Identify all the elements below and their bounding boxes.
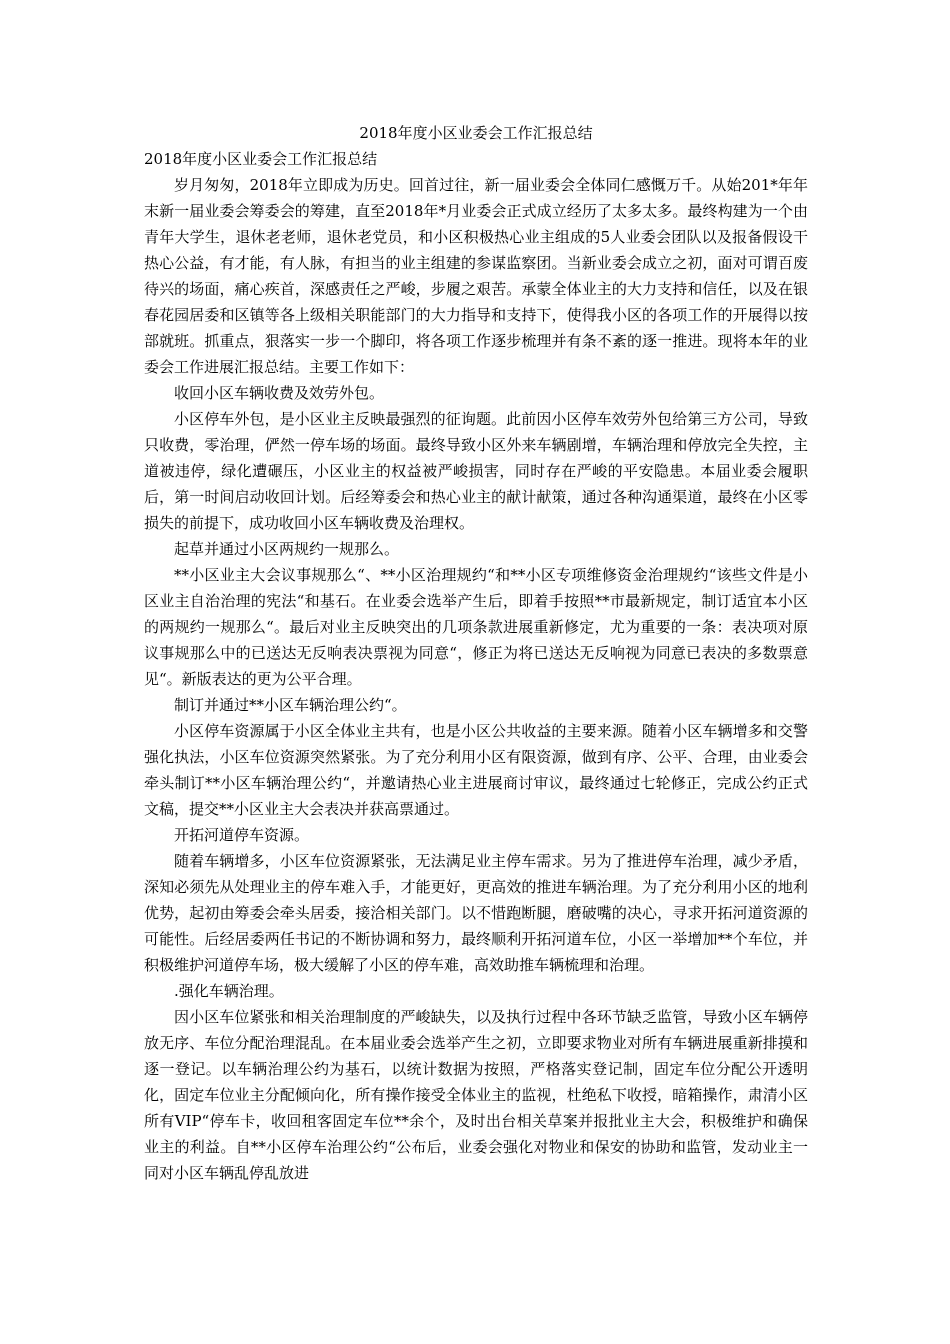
paragraph: 因小区车位紧张和相关治理制度的严峻缺失，以及执行过程中各环节缺乏监管，导致小区车辆停放无序、车位分配治理混乱。在本届业委会选举产生之初，立即要求物业对所有车辆进展重新排摸和逐一登记。以车辆治理公约为基石，以统计数据为按照，严格落实登记制，固定车位分配公开透明化，固定车位业主分配倾向化，所有操作接受全体业主的监视，杜绝私下收授，暗箱操作，肃清小区所有VIP“停车卡，收回租客固定车位**余个，及时出台相关草案并报批业主大会，积极维护和确保业主的利益。自**小区停车治理公约“公布后，业委会强化对物业和保安的协助和监管，发动业主一同对小区车辆乱停乱放进 xyxy=(144,1008,808,1182)
section-heading: 起草并通过小区两规约一规那么。 xyxy=(174,540,400,558)
section-heading: 开拓河道停车资源。 xyxy=(174,826,310,844)
paragraph: 小区停车资源属于小区全体业主共有，也是小区公共收益的主要来源。随着小区车辆增多和交警强化执法，小区车位资源突然紧张。为了充分利用小区有限资源，做到有序、公平、合理，由业委会牵头制订**小区车辆治理公约“，并邀请热心业主进展商讨审议，最终通过七轮修正，完成公约正式文稿，提交**小区业主大会表决并获高票通过。 xyxy=(144,722,808,818)
section-heading: 制订并通过**小区车辆治理公约“。 xyxy=(174,696,407,714)
paragraph: 随着车辆增多，小区车位资源紧张，无法满足业主停车需求。另为了推进停车治理，减少矛盾，深知必须先从处理业主的停车难入手，才能更好，更高效的推进车辆治理。为了充分利用小区的地利优势，起初由筹委会牵头居委，接洽相关部门。以不惜跑断腿，磨破嘴的决心，寻求开拓河道资源的可能性。后经居委两任书记的不断协调和努力，最终顺利开拓河道车位，小区一举增加**个车位，并积极维护河道停车场，极大缓解了小区的停车难，高效助推车辆梳理和治理。 xyxy=(144,852,808,974)
paragraph: 小区停车外包，是小区业主反映最强烈的征询题。此前因小区停车效劳外包给第三方公司，导致只收费，零治理，俨然一停车场的场面。最终导致小区外来车辆剧增，车辆治理和停放完全失控，主道被违停，绿化遭碾压，小区业主的权益被严峻损害，同时存在严峻的平安隐患。本届业委会履职后，第一时间启动收回计划。后经筹委会和热心业主的献计献策，通过各种沟通渠道，最终在小区零损失的前提下，成功收回小区车辆收费及治理权。 xyxy=(144,410,808,532)
section-heading: .强化车辆治理。 xyxy=(174,982,284,1000)
document-title: 2018年度小区业委会工作汇报总结 xyxy=(359,124,593,142)
document-page xyxy=(144,120,808,1186)
paragraph: **小区业主大会议事规那么“、**小区治理规约“和**小区专项维修资金治理规约“该些文件是小区业主自治治理的宪法“和基石。在业委会选举产生后，即着手按照**市最新规定，制订适宜本小区的两规约一规那么“。最后对业主反映突出的几项条款进展重新修定，尤为重要的一条：表决项对原议事规那么中的已送达无反响表决票视为同意“，修正为将已送达无反响视为同意已表决的多数票意见“。新版表达的更为公平合理。 xyxy=(144,566,808,688)
section-heading: 收回小区车辆收费及效劳外包。 xyxy=(174,384,385,402)
paragraph-intro: 岁月匆匆，2018年立即成为历史。回首过往，新一届业委会全体同仁感慨万千。从始201*年年末新一届业委会筹委会的筹建，直至2018年*月业委会正式成立经历了太多太多。最终构建为一个由青年大学生，退休老老师，退休老党员，和小区积极热心业主组成的5人业委会团队以及报备假设干热心公益，有才能，有人脉，有担当的业主组建的参谋监察团。当新业委会成立之初，面对可谓百废待兴的场面，痛心疾首，深感责任之严峻，步履之艰苦。承蒙全体业主的大力支持和信任，以及在银春花园居委和区镇等各上级相关职能部门的大力指导和支持下，使得我小区的各项工作的开展得以按部就班。抓重点，狠落实一步一个脚印，将各项工作逐步梳理并有条不紊的逐一推进。现将本年的业委会工作进展汇报总结。主要工作如下： xyxy=(144,176,808,376)
document-subtitle: 2018年度小区业委会工作汇报总结 xyxy=(144,150,378,168)
